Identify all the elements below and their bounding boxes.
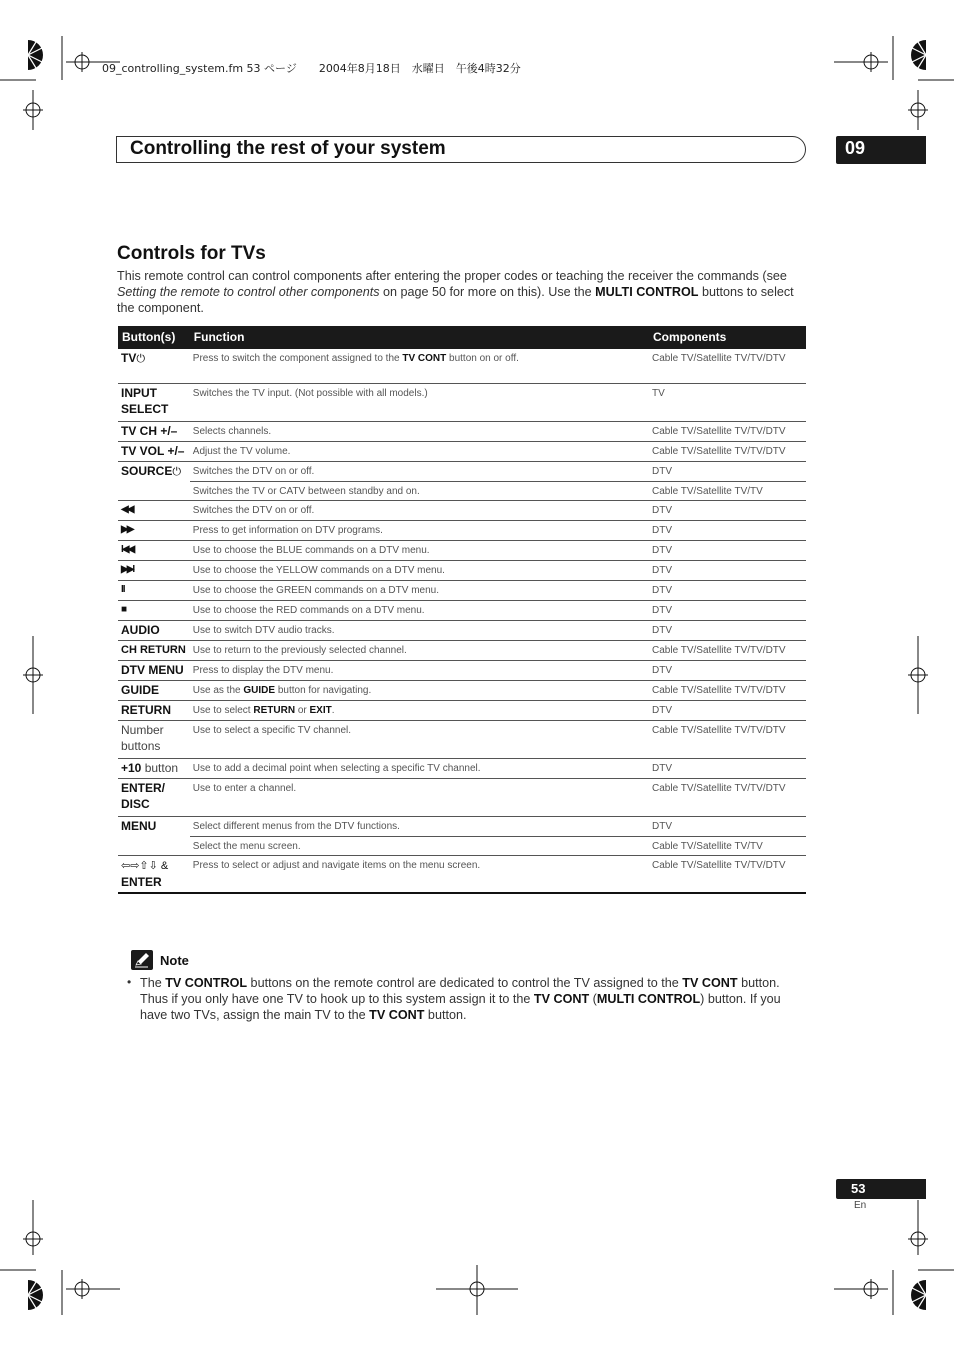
table-row: INPUT SELECT Switches the TV input. (Not possible with all models.) TV [118, 383, 806, 421]
stop-icon: ■ [118, 601, 190, 621]
table-row: GUIDE Use as the GUIDE button for navigating. Cable TV/Satellite TV/TV/DTV [118, 681, 806, 701]
table-row: TV⏻ Press to switch the component assigned to the TV CONT button on or off. Cable TV/Satellite TV/TV/DTV [118, 349, 806, 383]
table-row: TV CH +/– Selects channels. Cable TV/Satellite TV/TV/DTV [118, 421, 806, 441]
rewind-icon: ◀◀ [118, 501, 190, 521]
table-row: SOURCE⏻ Switches the DTV on or off. DTV [118, 461, 806, 482]
pause-icon: II [118, 581, 190, 601]
page-number: 53 [836, 1179, 926, 1199]
bullet-icon: • [127, 975, 132, 989]
header-function: Function [190, 326, 649, 349]
table-row: AUDIO Use to switch DTV audio tracks. DTV [118, 621, 806, 641]
table-row: ⇦⇨⇧⇩ & ENTER Press to select or adjust and navigate items on the menu screen. Cable TV/Satellite TV/TV/DTV [118, 855, 806, 893]
note-pencil-icon [131, 950, 153, 970]
table-row: CH RETURN Use to return to the previously selected channel. Cable TV/Satellite TV/TV/DTV [118, 641, 806, 661]
table-header-row [118, 326, 806, 349]
header-buttons: Button(s) [118, 326, 190, 349]
header-components: Components [649, 326, 806, 349]
previous-icon: I◀◀ [118, 541, 190, 561]
table-row: RETURN Use to select RETURN or EXIT. DTV [118, 701, 806, 721]
table-row: MENU Select different menus from the DTV functions. DTV [118, 817, 806, 837]
chapter-header [116, 136, 806, 163]
table-row: ■ Use to choose the RED commands on a DTV menu. DTV [118, 601, 806, 621]
tv-controls-table [118, 326, 806, 894]
next-icon: ▶▶I [118, 561, 190, 581]
print-file-info: 09_controlling_system.fm 53 ページ 2004年8月18日 水曜日 午後4時32分 [102, 62, 521, 75]
note-text: The TV CONTROL buttons on the remote control are dedicated to control the TV assigned to the TV CONT button. Thus if you only have one TV to hook up to this system assign it to the TV CONT (MULTI CONTROL) button. If you have two TVs, assign the main TV to the TV CONT button. [140, 976, 781, 1022]
arrow-keys-icon: ⇦⇨⇧⇩ & [121, 859, 169, 872]
power-icon: ⏻ [172, 465, 182, 478]
page-reference: Setting the remote to control other components [117, 285, 380, 299]
fast-forward-icon: ▶▶ [118, 521, 190, 541]
table-row: I◀◀ Use to choose the BLUE commands on a DTV menu. DTV [118, 541, 806, 561]
table-row: II Use to choose the GREEN commands on a DTV menu. DTV [118, 581, 806, 601]
table-row: Number buttons Use to select a specific TV channel. Cable TV/Satellite TV/TV/DTV [118, 721, 806, 759]
table-row: ENTER/ DISC Use to enter a channel. Cable TV/Satellite TV/TV/DTV [118, 779, 806, 817]
note-label: Note [160, 953, 189, 968]
intro-paragraph: This remote control can control components after entering the proper codes or teaching the receiver the commands (see Setting the remote to control other components on page 50 for more on this). Use the MULTI CONTROL buttons to select the component. [117, 269, 794, 315]
table-row: ▶▶I Use to choose the YELLOW commands on a DTV menu. DTV [118, 561, 806, 581]
power-icon: ⏻ [136, 353, 146, 365]
table-row: DTV MENU Press to display the DTV menu. DTV [118, 661, 806, 681]
section-title: Controls for TVs [117, 243, 266, 264]
chapter-number: 09 [836, 136, 926, 164]
table-row: +10 button Use to add a decimal point when selecting a specific TV channel. DTV [118, 759, 806, 779]
table-row: ◀◀ Switches the DTV on or off. DTV [118, 501, 806, 521]
chapter-title: Controlling the rest of your system [130, 138, 446, 159]
table-row: Switches the TV or CATV between standby and on. Cable TV/Satellite TV/TV [118, 482, 806, 501]
page-language: En [854, 1200, 867, 1211]
table-row: Select the menu screen. Cable TV/Satellite TV/TV [118, 836, 806, 855]
table-row: TV VOL +/– Adjust the TV volume. Cable TV/Satellite TV/TV/DTV [118, 441, 806, 461]
table-row: ▶▶ Press to get information on DTV programs. DTV [118, 521, 806, 541]
